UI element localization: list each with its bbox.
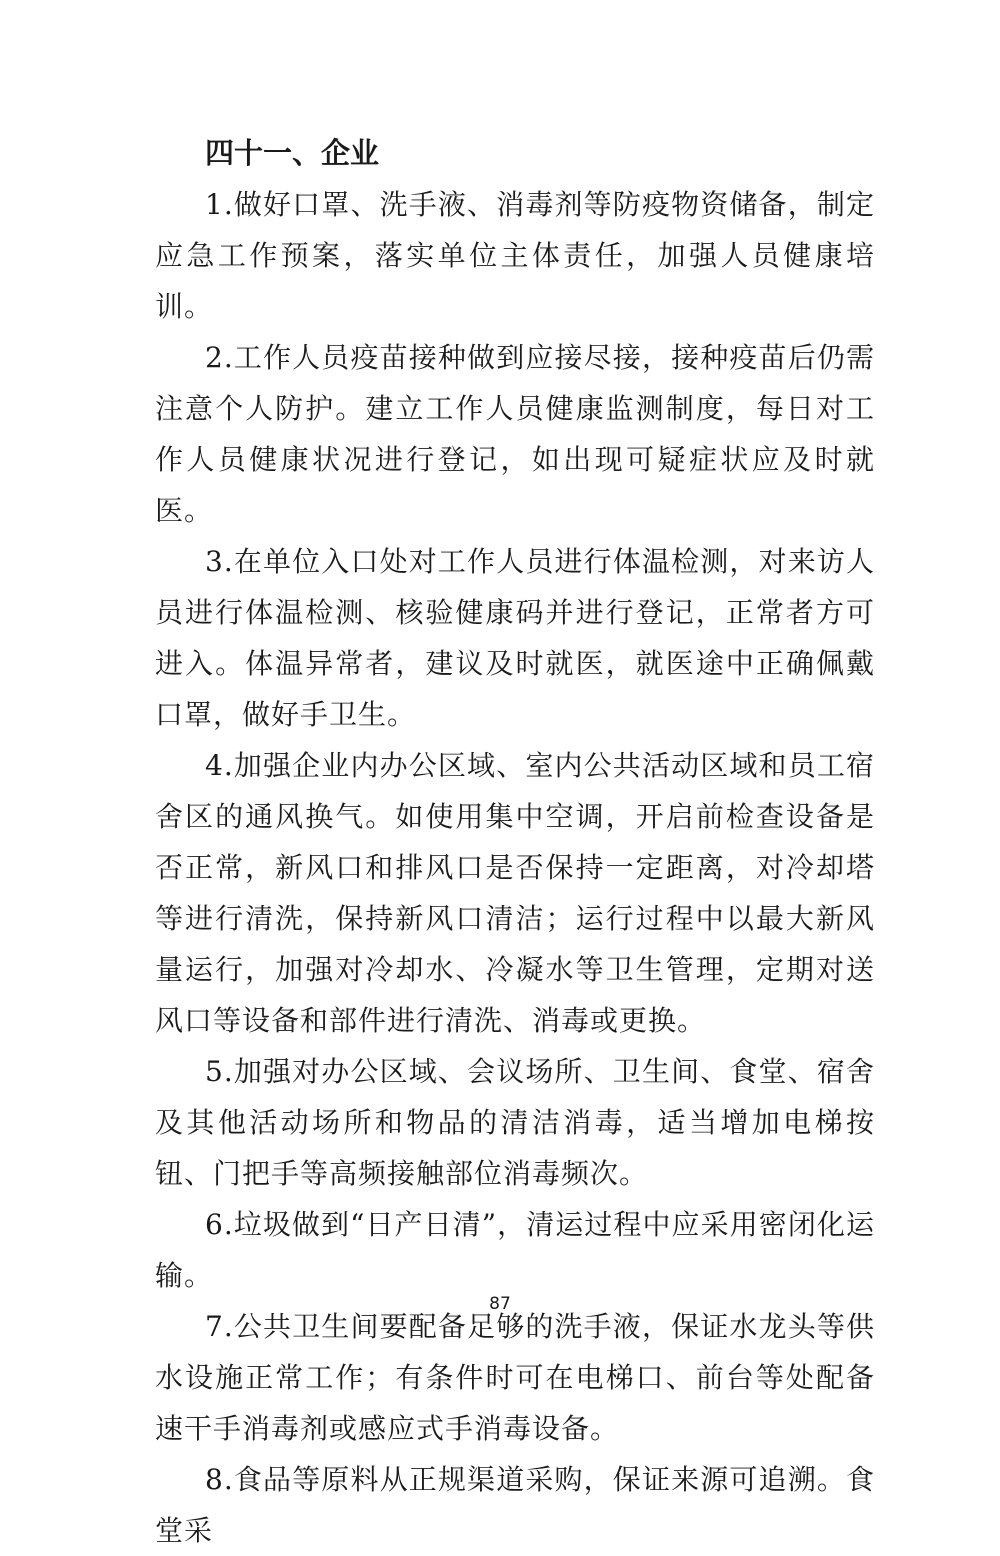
paragraph-1: 1.做好口罩、洗手液、消毒剂等防疫物资储备，制定应急工作预案，落实单位主体责任，加强人员健康培训。 (155, 188, 875, 323)
paragraph-4: 4.加强企业内办公区域、室内公共活动区域和员工宿舍区的通风换气。如使用集中空调，开启前检查设备是否正常，新风口和排风口是否保持一定距离，对冷却塔等进行清洗，保持新风口清洁；运行过程中以最大新风量运行，加强对冷却水、冷凝水等卫生管理，定期对送风口等设备和部件进行清洗、消毒或更换。 (155, 749, 875, 1037)
paragraph-2: 2.工作人员疫苗接种做到应接尽接，接种疫苗后仍需注意个人防护。建立工作人员健康监测制度，每日对工作人员健康状况进行登记，如出现可疑症状应及时就医。 (155, 341, 875, 527)
paragraph-3: 3.在单位入口处对工作人员进行体温检测，对来访人员进行体温检测、核验健康码并进行登记，正常者方可进入。体温异常者，建议及时就医，就医途中正确佩戴口罩，做好手卫生。 (155, 545, 875, 731)
paragraph-6: 6.垃圾做到“日产日清”，清运过程中应采用密闭化运输。 (155, 1208, 875, 1292)
page-number: 87 (489, 1294, 511, 1314)
paragraph-8: 8.食品等原料从正规渠道采购，保证来源可追溯。食堂采 (155, 1463, 875, 1547)
document-body (155, 128, 875, 1556)
section-heading: 四十一、企业 (205, 136, 380, 170)
paragraph-7: 7.公共卫生间要配备足够的洗手液，保证水龙头等供水设施正常工作；有条件时可在电梯口、前台等处配备速干手消毒剂或感应式手消毒设备。 (155, 1310, 875, 1445)
paragraph-5: 5.加强对办公区域、会议场所、卫生间、食堂、宿舍及其他活动场所和物品的清洁消毒，适当增加电梯按钮、门把手等高频接触部位消毒频次。 (155, 1055, 875, 1190)
